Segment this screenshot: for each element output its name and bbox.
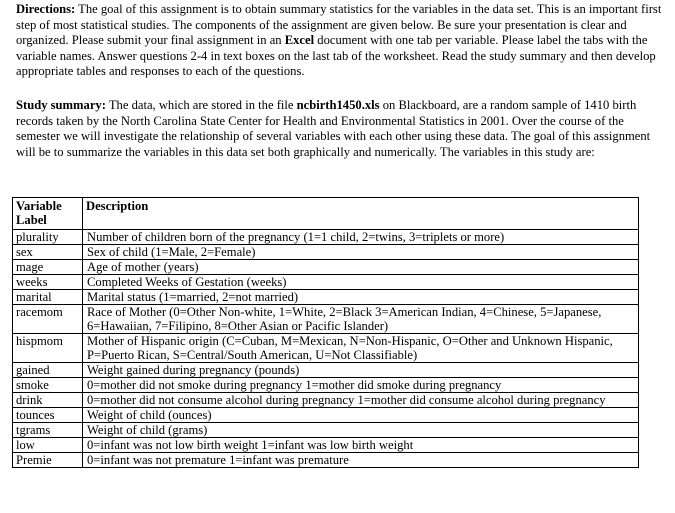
variable-description-cell: Completed Weeks of Gestation (weeks) bbox=[83, 275, 639, 290]
study-summary-heading: Study summary: bbox=[16, 98, 106, 112]
variable-description-cell: Number of children born of the pregnancy (1=1 child, 2=twins, 3=triplets or more) bbox=[83, 230, 639, 245]
variable-description-cell: Age of mother (years) bbox=[83, 260, 639, 275]
study-summary-paragraph bbox=[16, 98, 666, 160]
variable-description-cell: Marital status (1=married, 2=not married) bbox=[83, 290, 639, 305]
variable-description-cell: 0=mother did not smoke during pregnancy 1=mother did smoke during pregnancy bbox=[83, 378, 639, 393]
table-row bbox=[13, 245, 639, 260]
table-row bbox=[13, 453, 639, 468]
variable-description-cell: Weight of child (grams) bbox=[83, 423, 639, 438]
variable-description-cell: Mother of Hispanic origin (C=Cuban, M=Mexican, N=Non-Hispanic, O=Other and Unknown Hispanic, P=Puerto Rican, S=Central/South American, U=Not Classifiable) bbox=[83, 334, 639, 363]
summary-text-2: on Blackboard, are a random sample of 1410 birth records taken by the North Carolina State Center for Health and Environmental Statistics in 2001. Over the course of the semester we will investigate the relationship of several variables with each other using these data. The goal of this assignment will be to summarize the variables in this data set both graphically and numerically. The variables in this study are: bbox=[16, 98, 651, 159]
variable-label-cell: sex bbox=[13, 245, 83, 260]
table-row bbox=[13, 305, 639, 334]
variable-description-cell: Weight of child (ounces) bbox=[83, 408, 639, 423]
variable-description-cell: Race of Mother (0=Other Non-white, 1=White, 2=Black 3=American Indian, 4=Chinese, 5=Japanese, 6=Hawaiian, 7=Filipino, 8=Other Asian or Pacific Islander) bbox=[83, 305, 639, 334]
directions-text-2: document with one tab per variable. Please label the tabs with the variable names. Answer questions 2-4 in text boxes on the last tab of the worksheet. Read the study summary and then develop appropriate tables and responses to each of the questions. bbox=[16, 33, 656, 79]
variable-label-cell: drink bbox=[13, 393, 83, 408]
table-row bbox=[13, 363, 639, 378]
table-row bbox=[13, 393, 639, 408]
variable-label-cell: Premie bbox=[13, 453, 83, 468]
header-description: Description bbox=[83, 198, 639, 230]
table-row bbox=[13, 260, 639, 275]
table-row bbox=[13, 334, 639, 363]
data-filename: ncbirth1450.xls bbox=[296, 98, 380, 112]
table-row bbox=[13, 423, 639, 438]
excel-word: Excel bbox=[284, 33, 315, 48]
variable-description-cell: Weight gained during pregnancy (pounds) bbox=[83, 363, 639, 378]
variable-description-cell: Sex of child (1=Male, 2=Female) bbox=[83, 245, 639, 260]
table-header-row bbox=[13, 198, 639, 230]
variable-label-cell: weeks bbox=[13, 275, 83, 290]
table-row bbox=[13, 230, 639, 245]
variable-description-cell: 0=infant was not premature 1=infant was premature bbox=[83, 453, 639, 468]
variable-label-cell: gained bbox=[13, 363, 83, 378]
table-row bbox=[13, 378, 639, 393]
variable-label-cell: tgrams bbox=[13, 423, 83, 438]
table-row bbox=[13, 408, 639, 423]
directions-text-1: The goal of this assignment is to obtain summary statistics for the variables in the data set. This is an important first step of most statistical studies. The components of the assignment are given below. Be sure your presentation is clear and organized. Please submit your final assignment in an bbox=[16, 2, 662, 48]
variable-description-cell: 0=infant was not low birth weight 1=infant was low birth weight bbox=[83, 438, 639, 453]
variable-label-cell: low bbox=[13, 438, 83, 453]
directions-heading: Directions: bbox=[16, 2, 76, 16]
variable-description-cell: 0=mother did not consume alcohol during pregnancy 1=mother did consume alcohol during pregnancy bbox=[83, 393, 639, 408]
directions-paragraph bbox=[16, 2, 666, 80]
table-row bbox=[13, 275, 639, 290]
variable-label-cell: marital bbox=[13, 290, 83, 305]
table-row bbox=[13, 438, 639, 453]
header-variable-label: Variable Label bbox=[13, 198, 83, 230]
variable-label-cell: hispmom bbox=[13, 334, 83, 363]
variable-label-cell: racemom bbox=[13, 305, 83, 334]
variable-label-cell: mage bbox=[13, 260, 83, 275]
variable-label-cell: smoke bbox=[13, 378, 83, 393]
variables-table bbox=[12, 197, 639, 468]
table-row bbox=[13, 290, 639, 305]
summary-text-1: The data, which are stored in the file bbox=[105, 98, 297, 112]
table-body bbox=[13, 230, 639, 468]
variable-label-cell: tounces bbox=[13, 408, 83, 423]
variable-label-cell: plurality bbox=[13, 230, 83, 245]
